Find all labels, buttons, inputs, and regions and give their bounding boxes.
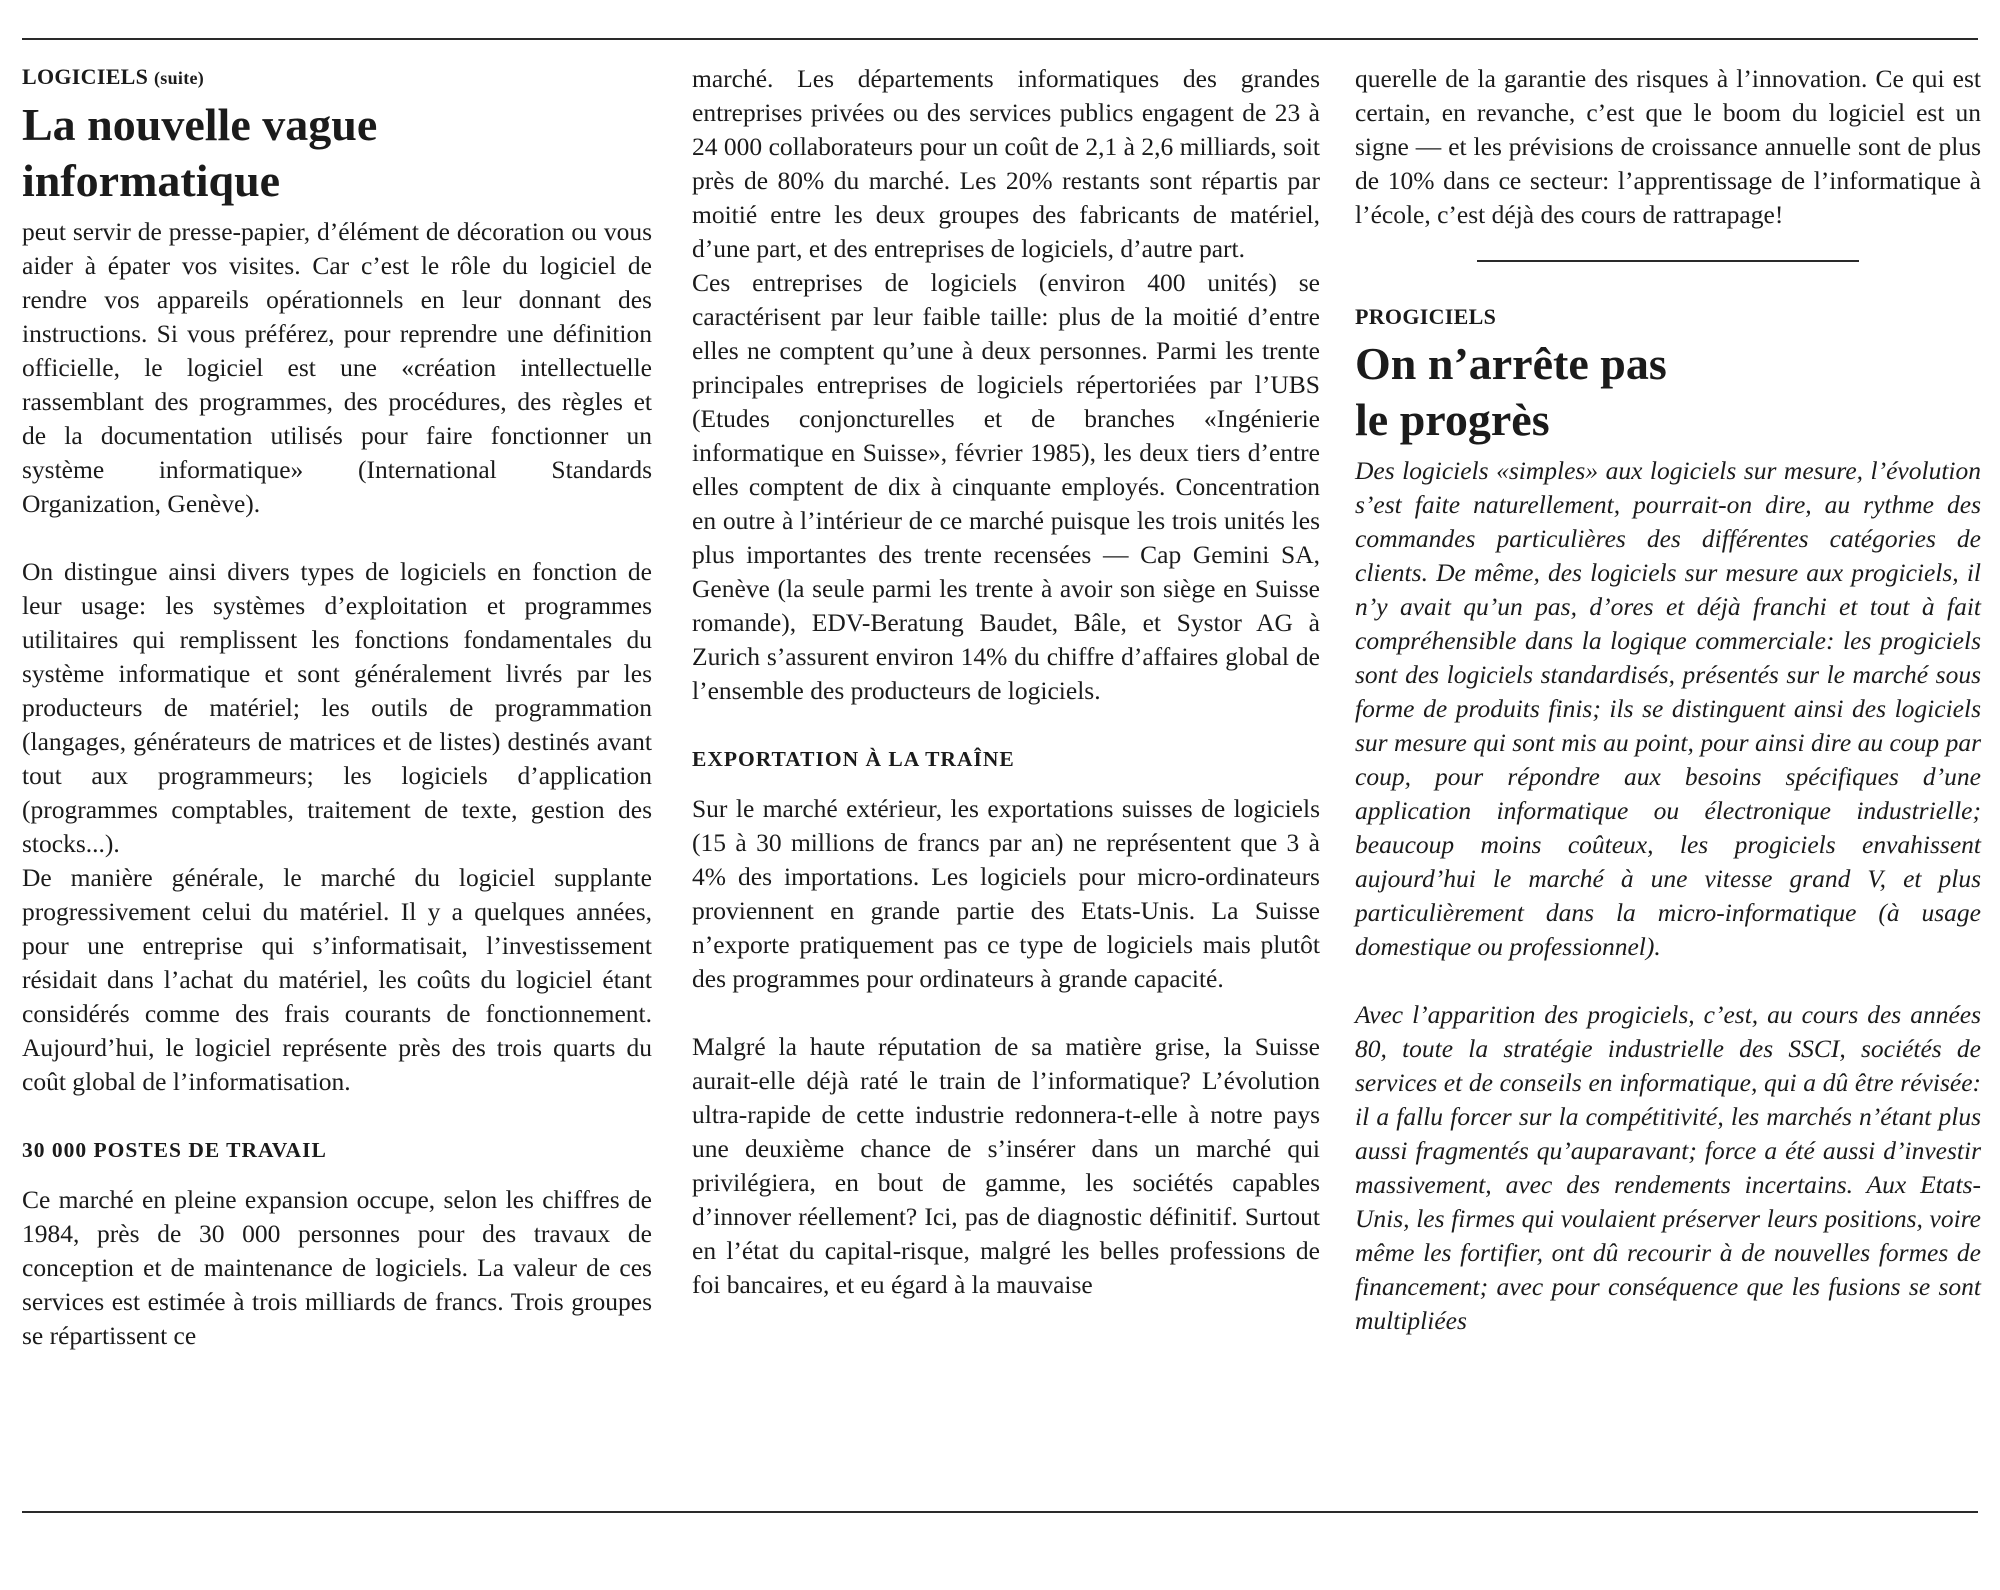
paragraph: Ce marché en pleine expansion occupe, selon les chiffres de 1984, près de 30 000 personnes pour des travaux de conception et de maintenance de logiciels. La valeur de ces services est estimée à trois milliards de francs. Trois groupes se répartissent ce xyxy=(22,1185,652,1350)
section-kicker: PROGICIELS xyxy=(1355,304,1497,329)
section-kicker: LOGICIELS (suite) xyxy=(22,64,205,89)
paragraph: peut servir de presse-papier, d’élément de décoration ou vous aider à épater vos visites. Car c’est le rôle du logiciel de rendre vos appareils opérationnels en leur donnant des instructions. Si vous préférez, pour reprendre une définition officielle, le logiciel est une «création intellectuelle rassemblant des programmes, des procédures, des règles et de la documentation utilisés pour faire fonctionner un système informatique» (International Standards Organization, Genève). xyxy=(22,217,652,518)
subheading: 30 000 POSTES DE TRAVAIL xyxy=(22,1138,327,1162)
paragraph: marché. Les départements informatiques des grandes entreprises privées ou des services publics engagent de 23 à 24 000 collaborateurs pour un coût de 2,1 à 2,6 milliards, soit près de 80% du marché. Les 20% restants sont répartis par moitié entre les deux groupes des fabricants de matériel, d’une part, et des entreprises de logiciels, d’autre part. xyxy=(692,64,1320,263)
paragraph: querelle de la garantie des risques à l’innovation. Ce qui est certain, en revanche, c’est que le boom du logiciel est un signe — et les prévisions de croissance annuelle sont de plus de 10% dans ce secteur: l’apprentissage de l’informatique à l’école, c’est déjà des cours de rattrapage! xyxy=(1355,64,1981,229)
column-1 xyxy=(22,62,652,1353)
paragraph: Malgré la haute réputation de sa matière grise, la Suisse aurait-elle déjà raté le train de l’informatique? L’évolution ultra-rapide de cette industrie redonnera-t-elle à notre pays une deuxième chance de s’insérer dans un marché qui privilégiera, en bout de gamme, les sociétés capables d’innover réellement? Ici, pas de diagnostic définitif. Surtout en l’état du capital-risque, malgré les belles professions de foi bancaires, et eu égard à la mauvaise xyxy=(692,1032,1320,1299)
paragraph: Sur le marché extérieur, les exportations suisses de logiciels (15 à 30 millions de francs par an) ne représentent que 3 à 4% des importations. Les logiciels pour micro-ordinateurs proviennent en grande partie des Etats-Unis. La Suisse n’exporte pratiquement pas ce type de logiciels mais plutôt des programmes pour ordinateurs à grande capacité. xyxy=(692,794,1320,993)
paragraph: Des logiciels «simples» aux logiciels sur mesure, l’évolution s’est faite naturellement, pourrait-on dire, au rythme des commandes particulières des différentes catégories de clients. De même, des logiciels sur mesure aux progiciels, il n’y avait qu’un pas, d’ores et déjà franchi et tout à fait compréhensible dans la logique commerciale: les progiciels sont des logiciels standardisés, présentés sur le marché sous forme de produits finis; ils se distinguent ainsi des logiciels sur mesure qui sont mis au point, pour ainsi dire au coup par coup, pour répondre aux besoins spécifiques d’une application informatique ou électronique industrielle; beaucoup moins coûteux, les progiciels envahissent aujourd’hui le marché à une vitesse grand V, et plus particulièrement dans la micro-informatique (à usage domestique ou professionnel). xyxy=(1355,456,1981,961)
subheading: EXPORTATION À LA TRAÎNE xyxy=(692,747,1015,771)
paragraph: On distingue ainsi divers types de logiciels en fonction de leur usage: les systèmes d’exploitation et programmes utilitaires qui remplissent les fonctions fondamentales du système informatique et sont généralement livrés par les producteurs de matériel; les outils de programmation (langages, générateurs de matrices et de listes) destinés avant tout aux programmeurs; les logiciels d’application (programmes comptables, traitement de texte, gestion des stocks...). xyxy=(22,557,652,858)
paragraph: De manière générale, le marché du logiciel supplante progressivement celui du matériel. Il y a quelques années, pour une entreprise qui s’informatisait, l’investissement résidait dans l’achat du matériel, les coûts du logiciel étant considérés comme des frais courants de fonctionnement. Aujourd’hui, le logiciel représente près des trois quarts du coût global de l’informatisation. xyxy=(22,863,652,1096)
article-headline: La nouvelle vague informatique xyxy=(22,99,378,206)
top-rule xyxy=(22,38,1978,40)
bottom-rule xyxy=(22,1511,1978,1513)
column-3 xyxy=(1355,62,1981,1338)
column-2 xyxy=(692,62,1320,1302)
paragraph: Ces entreprises de logiciels (environ 400 unités) se caractérisent par leur faible taille: plus de la moitié d’entre elles ne comptent qu’une à deux personnes. Parmi les trente principales entreprises de logiciels répertoriées par l’UBS (Etudes conjoncturelles et de branches «Ingénierie informatique en Suisse», février 1985), les deux tiers d’entre elles comptent de dix à cinquante employés. Concentration en outre à l’intérieur de ce marché puisque les trois unités les plus importantes des trente recensées — Cap Gemini SA, Genève (la seule parmi les trente à avoir son siège en Suisse romande), EDV-Beratung Baudet, Bâle, et Systor AG à Zurich s’assurent environ 14% du chiffre d’affaires global de l’ensemble des producteurs de logiciels. xyxy=(692,268,1320,705)
paragraph: Avec l’apparition des progiciels, c’est, au cours des années 80, toute la stratégie industrielle des SSCI, sociétés de services et de conseils en informatique, qui a dû être révisée: il a fallu forcer sur la compétitivité, les marchés n’étant plus aussi fragmentés qu’auparavant; force a été aussi d’investir massivement, avec des rendements incertains. Aux Etats-Unis, les firmes qui voulaient préserver leurs positions, voire même les fortifier, ont dû recourir à de nouvelles formes de financement; avec pour conséquence que les fusions se sont multipliées xyxy=(1355,1000,1981,1335)
article-headline: On n’arrête pas le progrès xyxy=(1355,338,1667,445)
section-divider xyxy=(1477,260,1859,262)
